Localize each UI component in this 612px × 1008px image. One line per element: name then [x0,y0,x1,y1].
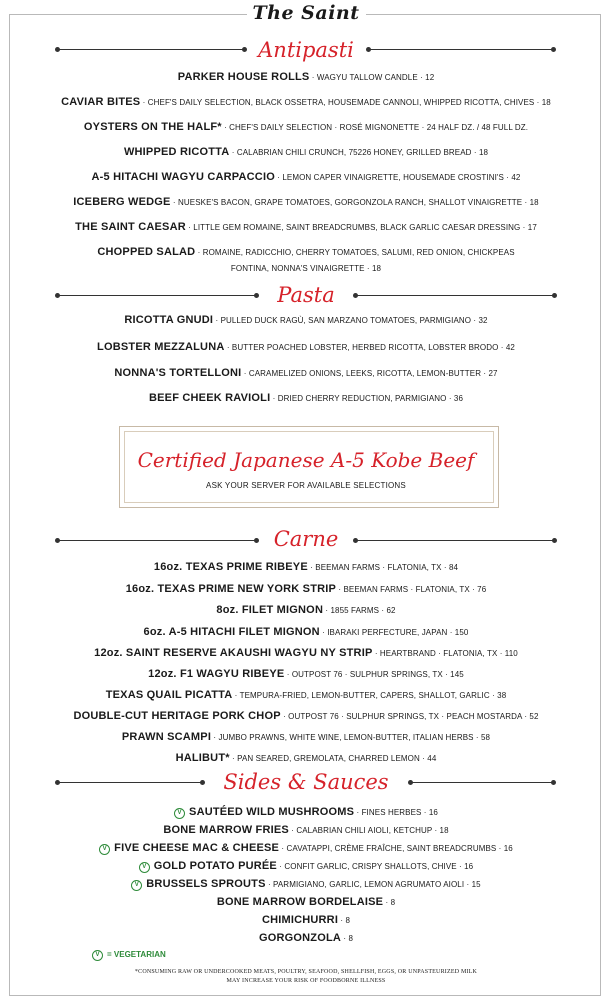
menu-item-description: · 8 [383,898,396,907]
menu-item-description: · ROMAINE, RADICCHIO, CHERRY TOMATOES, SALUMI, RED ONION, CHICKPEAS [195,248,515,257]
menu-item [0,895,612,910]
menu-item-name: ICEBERG WEDGE [73,196,171,208]
menu-item-name: THE SAINT CAESAR [75,221,186,233]
menu-item [0,582,612,597]
menu-item-name: GOLD POTATO PURÉE [153,860,277,872]
menu-item-name: NONNA'S TORTELLONI [114,367,242,379]
vegetarian-icon: V [131,880,142,891]
vegetarian-icon: V [139,862,150,873]
menu-item-name: CAVIAR BITES [61,96,141,108]
menu-item-description: · LITTLE GEM ROMAINE, SAINT BREADCRUMBS, BLACK GARLIC CAESAR DRESSING · 17 [185,223,537,232]
menu-item-description: · TEMPURA-FRIED, LEMON-BUTTER, CAPERS, SHALLOT, GARLIC · 38 [232,691,507,700]
menu-item-description: · CAVATAPPI, CRÈME FRAÎCHE, SAINT BREADCRUMBS · 16 [279,844,513,853]
logo: The Saint [0,2,612,24]
menu-item-name: WHIPPED RICOTTA [123,146,230,158]
menu-item [0,625,612,640]
vegetarian-icon: V [99,844,110,855]
menu-item-description: · CONFIT GARLIC, CRISPY SHALLOTS, CHIVE · 16 [276,862,474,871]
menu-item-description: · CALABRIAN CHILI AIOLI, KETCHUP · 18 [288,826,449,835]
menu-item [0,877,612,892]
menu-item-name: 12oz. SAINT RESERVE AKAUSHI WAGYU NY STRIP [94,647,373,659]
menu-item-description: · HEARTBRAND · FLATONIA, TX · 110 [372,649,518,658]
menu-item-name: CHOPPED SALAD [97,246,196,258]
menu-item-description: · BEEMAN FARMS · FLATONIA, TX · 84 [307,563,459,572]
menu-item-name: GORGONZOLA [258,932,342,944]
menu-item-name: SAUTÉED WILD MUSHROOMS [189,806,355,818]
kobe-title: Certified Japanese A-5 Kobe Beef [137,448,475,472]
menu-item [0,560,612,575]
menu-item-description: · FINES HERBES · 16 [354,808,438,817]
menu-item-description: · PULLED DUCK RAGÙ, SAN MARZANO TOMATOES, PARMIGIANO · 32 [213,316,488,325]
section-title-antipasti: Antipasti [258,38,354,62]
menu-item-name: PARKER HOUSE ROLLS [177,71,310,83]
menu-item-name: BONE MARROW BORDELAISE [216,896,384,908]
menu-item-name: TEXAS QUAIL PICATTA [105,689,233,701]
menu-item-description: · 1855 FARMS · 62 [323,606,396,615]
menu-item-description: · WAGYU TALLOW CANDLE · 12 [309,73,435,82]
menu-item-name: 12oz. F1 WAGYU RIBEYE [148,668,285,680]
menu-item-name: 16oz. TEXAS PRIME RIBEYE [153,561,308,573]
menu-item-name: 16oz. TEXAS PRIME NEW YORK STRIP [125,583,337,595]
menu-item [0,195,612,210]
menu-item [0,95,612,110]
menu-item-name: CHIMICHURRI [261,914,339,926]
menu-item [0,646,612,661]
menu-item [0,859,612,874]
menu-item-name: RICOTTA GNUDI [124,314,214,326]
menu-item-name: LOBSTER MEZZALUNA [97,341,225,353]
menu-item-name: BRUSSELS SPROUTS [146,878,266,890]
menu-item-description: · OUTPOST 76 · SULPHUR SPRINGS, TX · 145 [284,670,464,679]
menu-item-description: · DRIED CHERRY REDUCTION, PARMIGIANO · 36 [270,394,464,403]
menu-item-description: · 8 [338,916,351,925]
menu-item-description: · CALABRIAN CHILI CRUNCH, 75226 HONEY, GRILLED BREAD · 18 [229,148,489,157]
menu-item [0,313,612,328]
menu-item-name: BONE MARROW FRIES [163,824,289,836]
menu-item-description: · JUMBO PRAWNS, WHITE WINE, LEMON-BUTTER, ITALIAN HERBS · 58 [211,733,491,742]
menu-item-name: A-5 HITACHI WAGYU CARPACCIO [91,171,275,183]
menu-item [0,805,612,820]
menu-item-description: · LEMON CAPER VINAIGRETTE, HOUSEMADE CROSTINI'S · 42 [274,173,521,182]
section-title-sides: Sides & Sauces [223,770,389,794]
menu-item [0,751,612,766]
menu-item [0,340,612,355]
menu-item-name: BEEF CHEEK RAVIOLI [148,392,271,404]
menu-item [0,120,612,135]
menu-item-name: 8oz. FILET MIGNON [216,604,324,616]
menu-item-description: · IBARAKI PERFECTURE, JAPAN · 150 [319,628,469,637]
menu-item [0,688,612,703]
vegetarian-icon: V [92,950,103,961]
menu-item-description: · CHEF'S DAILY SELECTION, BLACK OSSETRA, HOUSEMADE CANNOLI, WHIPPED RICOTTA, CHIVES · 18 [140,98,551,107]
menu-item-description: · 8 [341,934,354,943]
menu-item [0,913,612,928]
menu-item [0,709,612,724]
menu-item-description: · PAN SEARED, GREMOLATA, CHARRED LEMON · 44 [229,754,437,763]
menu-item-name: DOUBLE-CUT HERITAGE PORK CHOP [73,710,281,722]
menu-item [0,70,612,85]
kobe-subtitle: ASK YOUR SERVER FOR AVAILABLE SELECTIONS [206,481,406,490]
menu-item [0,730,612,745]
menu-item-description: · BUTTER POACHED LOBSTER, HERBED RICOTTA, LOBSTER BRODO · 42 [224,343,515,352]
menu-item-description: · OUTPOST 76 · SULPHUR SPRINGS, TX · PEACH MOSTARDA · 52 [280,712,539,721]
menu-item [0,603,612,618]
section-title-pasta: Pasta [277,283,335,307]
menu-item [0,170,612,185]
menu-item-name: FIVE CHEESE MAC & CHEESE [114,842,280,854]
menu-item [0,220,612,235]
menu-item-description: · CHEF'S DAILY SELECTION · ROSÉ MIGNONETTE · 24 HALF DZ. / 48 FULL DZ. [221,123,529,132]
menu-item [0,931,612,946]
menu-item [0,145,612,160]
vegetarian-icon: V [174,808,185,819]
vegetarian-legend: V = VEGETARIAN [92,950,166,961]
menu-item [0,823,612,838]
menu-item-name: HALIBUT* [175,752,230,764]
footnote-line2: MAY INCREASE YOUR RISK OF FOODBORNE ILLNESS [226,978,386,984]
menu-item-name: PRAWN SCAMPI [121,731,212,743]
section-title-carne: Carne [273,527,339,551]
menu-item-description: · PARMIGIANO, GARLIC, LEMON AGRUMATO AIOLI · 15 [265,880,481,889]
chopped-salad-line2: FONTINA, NONNA'S VINAIGRETTE · 18 [230,264,382,273]
menu-item-description: · NUESKE'S BACON, GRAPE TOMATOES, GORGONZOLA RANCH, SHALLOT VINAIGRETTE · 18 [170,198,539,207]
menu-item [0,245,612,260]
menu-item [0,667,612,682]
menu-item [0,841,612,856]
menu-item-name: 6oz. A-5 HITACHI FILET MIGNON [143,626,320,638]
menu-item [0,366,612,381]
menu-item-description: · BEEMAN FARMS · FLATONIA, TX · 76 [336,585,487,594]
footnote-line1: *CONSUMING RAW OR UNDERCOOKED MEATS, POULTRY, SEAFOOD, SHELLFISH, EGGS, OR UNPASTEURIZED MILK [134,969,478,975]
menu-item-name: OYSTERS ON THE HALF* [83,121,222,133]
menu-item [0,391,612,406]
menu-item-description: · CARAMELIZED ONIONS, LEEKS, RICOTTA, LEMON-BUTTER · 27 [241,369,498,378]
